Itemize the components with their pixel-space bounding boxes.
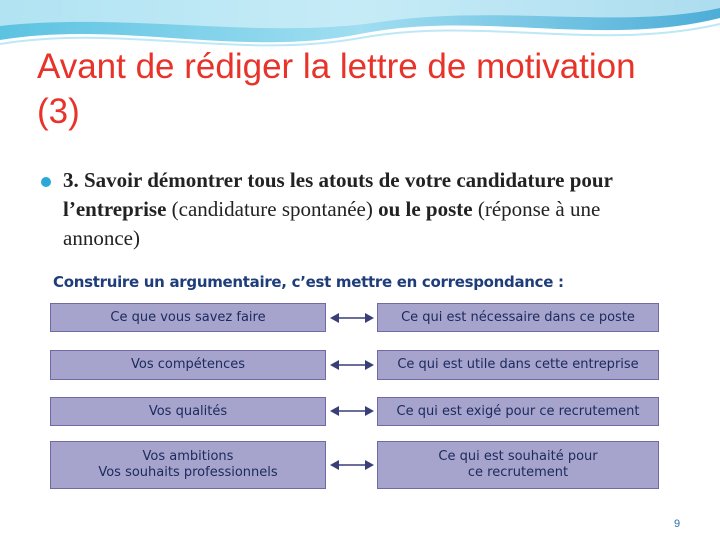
slide-title: Avant de rédiger la lettre de motivation (3) [37, 47, 636, 131]
left-box-3 [50, 397, 326, 426]
bullet-bold-text-2: ou le poste [378, 197, 473, 221]
bullet-normal-text: (candidature spontanée) [166, 197, 379, 221]
left-box-4-line-1: Vos ambitions [142, 449, 234, 464]
page-number: 9 [674, 518, 681, 530]
right-box-2-line-1: Ce qui est utile dans cette entreprise [397, 357, 639, 372]
bullet-dot-icon [41, 177, 51, 187]
left-box-2 [50, 350, 326, 380]
right-box-4-line-1: Ce qui est souhaité pour [438, 449, 598, 464]
left-box-1-line-1: Ce que vous savez faire [110, 309, 266, 325]
bullet-normal-text-2: (réponse à une annonce) [63, 197, 601, 250]
right-box-3-line-1: Ce qui est exigé pour ce recrutement [396, 403, 640, 419]
bullet-text [63, 166, 681, 253]
right-box-1 [377, 303, 659, 332]
left-box-4 [50, 441, 326, 489]
left-box-4-line-2: Vos souhaits professionnels [98, 465, 278, 480]
right-box-4 [377, 441, 659, 489]
double-arrow-icon [329, 312, 375, 324]
right-box-4-line-2: ce recrutement [467, 465, 569, 480]
right-box-2 [377, 350, 659, 380]
figure-title: Construire un argumentaire, c’est mettre en correspondance : [53, 273, 564, 291]
right-box-1-line-1: Ce qui est nécessaire dans ce poste [401, 309, 635, 325]
right-box-3 [377, 397, 659, 426]
double-arrow-icon [329, 459, 375, 471]
double-arrow-icon [329, 359, 375, 371]
left-box-1 [50, 303, 326, 332]
left-box-3-line-1: Vos qualités [148, 403, 228, 419]
bullet-item [41, 166, 681, 253]
double-arrow-icon [329, 405, 375, 417]
argument-figure [47, 265, 663, 495]
bullet-bold-text: 3. Savoir démontrer tous les atouts de votre candidature pour l’entreprise [63, 168, 613, 221]
left-box-2-line-1: Vos compétences [130, 357, 245, 372]
